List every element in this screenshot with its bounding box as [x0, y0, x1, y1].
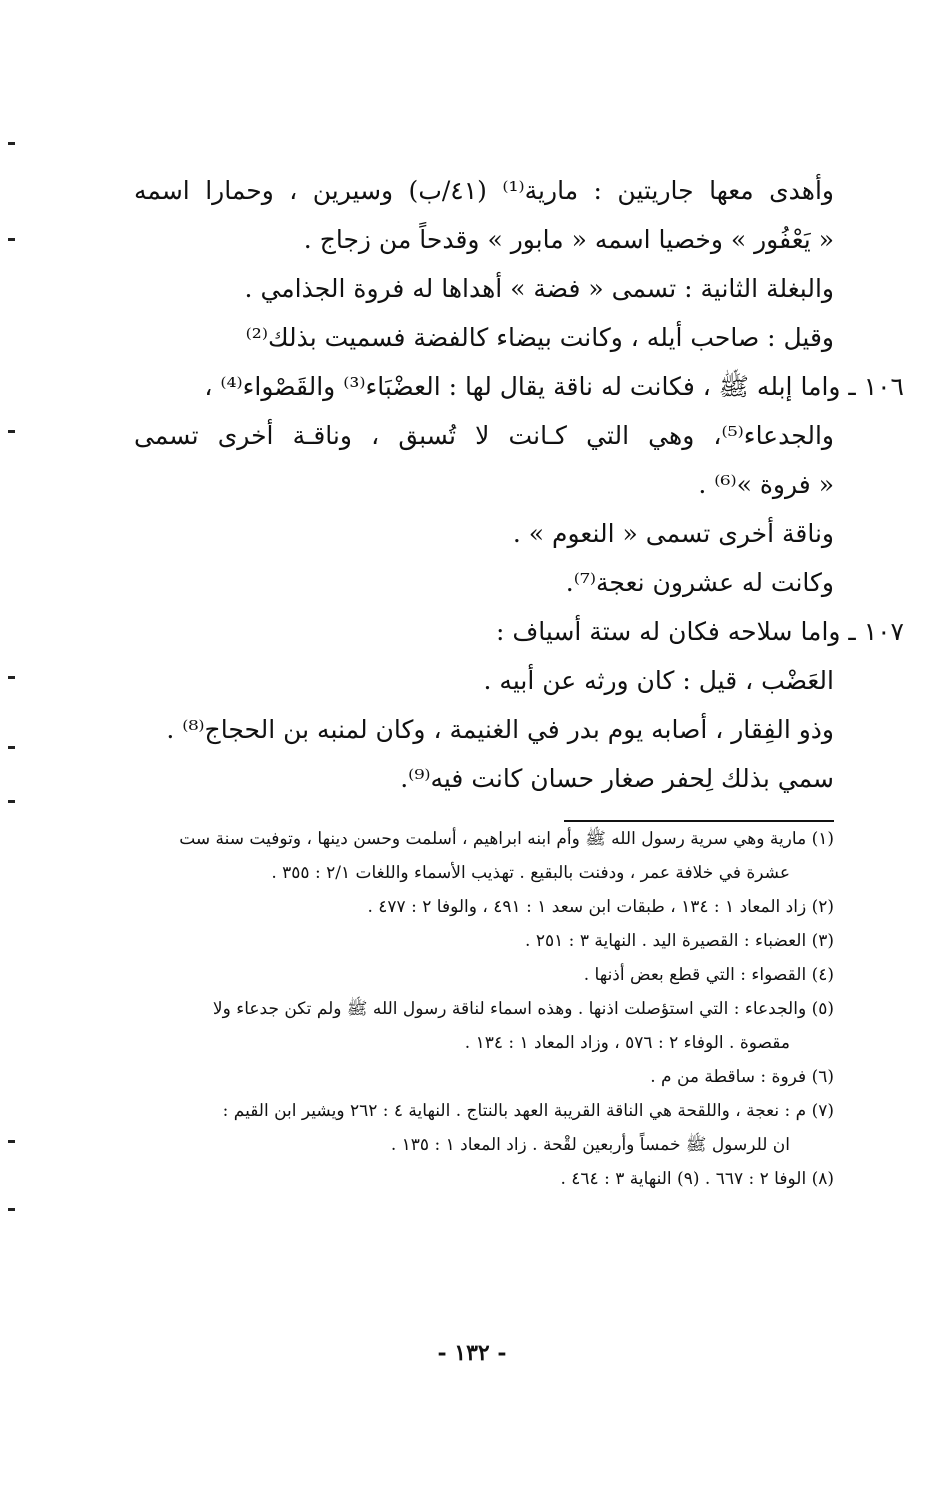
scan-mark: [8, 746, 15, 749]
footnote-line: (١) مارية وهي سرية رسول الله ﷺ وأم ابنه ابراهيم ، أسلمت وحسن دينها ، وتوفيت سنة ست: [179, 829, 834, 849]
text-line: وأهدى معها جاريتين : مارية⁽¹⁾ (٤١/ب) وسيرين ، وحمارا اسمه: [134, 176, 834, 205]
text-line: العَضْب ، قيل : كان ورثه عن أبيه .: [483, 666, 834, 695]
footnotes: [134, 822, 834, 1196]
section-106-heading: ١٠٦ ـ واما إبله ﷺ ، فكانت له ناقة يقال لها : العضْبَاء⁽³⁾ والقَصْواء⁽⁴⁾ ،: [204, 372, 904, 401]
footnote-line: عشرة في خلافة عمر ، ودفنت بالبقيع . تهذيب الأسماء واللغات ٢/١ : ٣٥٥ .: [271, 863, 790, 883]
scan-mark: [8, 1140, 15, 1143]
scan-mark: [8, 142, 15, 145]
footnote-line: (٦) فروة : ساقطة من م .: [650, 1067, 834, 1087]
text-line: وناقة أخرى تسمى « النعوم » .: [512, 519, 834, 548]
scan-mark: [8, 800, 15, 803]
scan-mark: [8, 238, 15, 241]
footnote-line: (٧) م : نعجة ، واللقحة هي الناقة القريبة العهد بالنتاج . النهاية ٤ : ٢٦٢ ويشير ابن القيم :: [222, 1101, 834, 1121]
text-line: والجدعاء⁽⁵⁾، وهي التي كـانت لا تُسبق ، وناقـة أخرى تسمى: [134, 421, 834, 450]
footnote-line: مقصوة . الوفاء ٢ : ٥٧٦ ، وزاد المعاد ١ : ١٣٤ .: [464, 1033, 790, 1053]
footnote-line: (٥) والجدعاء : التي استؤصلت اذنها . وهذه اسماء لناقة رسول الله ﷺ ولم تكن جدعاء ولا: [212, 999, 834, 1019]
footnote-line: (٨) الوفا ٢ : ٦٦٧ . (٩) النهاية ٣ : ٤٦٤ .: [560, 1169, 834, 1189]
text-line: وكانت له عشرون نعجة⁽⁷⁾.: [565, 568, 834, 597]
scan-mark: [8, 676, 15, 679]
text-line: « فروة »⁽⁶⁾ .: [698, 470, 834, 499]
footnote-line: ان للرسول ﷺ خمساً وأربعين لقْحة . زاد المعاد ١ : ١٣٥ .: [390, 1135, 790, 1155]
main-text: [134, 166, 904, 803]
footnote-line: (٤) القصواء : التي قطع بعض أذنها .: [583, 965, 834, 985]
section-107-heading: ١٠٧ ـ واما سلاحه فكان له ستة أسياف :: [496, 617, 904, 646]
text-line: وقيل : صاحب أيله ، وكانت بيضاء كالفضة فسميت بذلك⁽²⁾: [245, 323, 834, 352]
footnote-line: (٢) زاد المعاد ١ : ١٣٤ ، طبقات ابن سعد ١ : ٤٩١ ، والوفا ٢ : ٤٧٧ .: [367, 897, 834, 917]
scan-mark: [8, 1208, 15, 1211]
text-line: وذو الفِقار ، أصابه يوم بدر في الغنيمة ، وكان لمنبه بن الحجاج⁽⁸⁾ .: [166, 715, 834, 744]
text-line: « يَعْفُور » وخصيا اسمه « مابور » وقدحاً من زجاج .: [303, 225, 834, 254]
page-number: - ١٣٢ -: [437, 1340, 507, 1366]
text-line: والبغلة الثانية : تسمى « فضة » أهداها له فروة الجذامي .: [244, 274, 834, 303]
scan-mark: [8, 430, 15, 433]
text-line: سمي بذلك لِحفر صغار حسان كانت فيه⁽⁹⁾.: [400, 764, 834, 793]
footnote-line: (٣) العضباء : القصيرة اليد . النهاية ٣ : ٢٥١ .: [525, 931, 834, 951]
